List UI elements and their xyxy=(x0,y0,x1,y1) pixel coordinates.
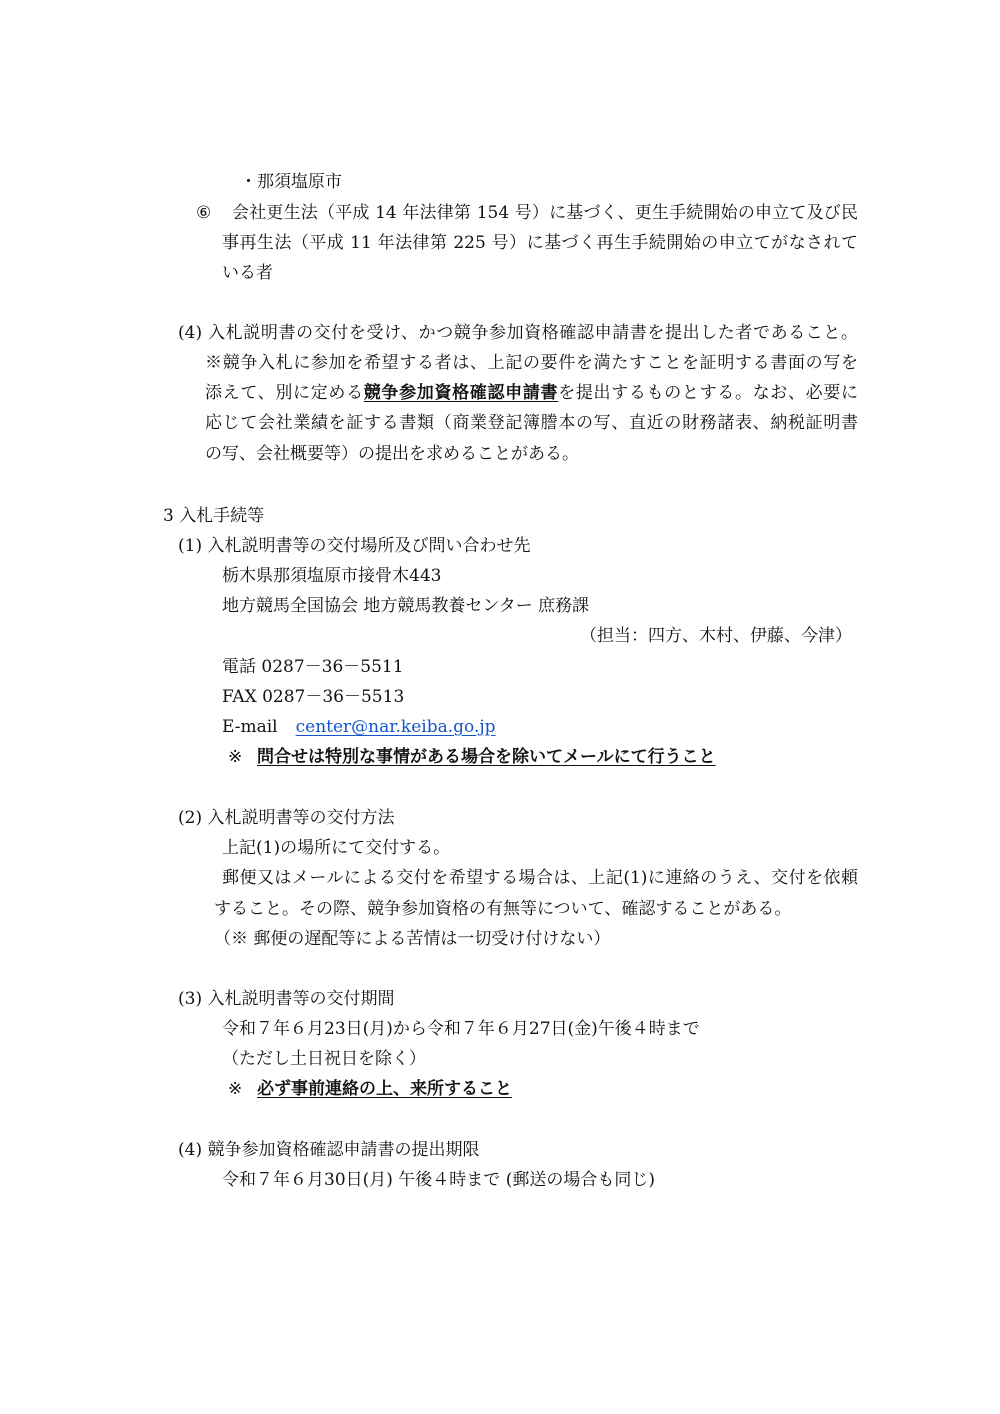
email-label: E-mail xyxy=(222,717,278,737)
item6-marker: ⑥ xyxy=(196,203,212,223)
application-form-name: 競争参加資格確認申請書 xyxy=(363,383,559,403)
item6-line2: 事再生法（平成 11 年法律第 225 号）に基づく再生手続開始の申立てがなされて xyxy=(222,233,858,253)
item2-line3: すること。その際、競争参加資格の有無等について、確認することがある。 xyxy=(214,899,792,919)
item3-line1: 令和７年６月23日(月)から令和７年６月27日(金)午後４時まで xyxy=(222,1019,700,1039)
item4-line2: ※競争入札に参加を希望する者は、上記の要件を満たすことを証明する書面の写を xyxy=(205,353,858,373)
item2-line1: 上記(1)の場所にて交付する。 xyxy=(222,838,451,858)
email-note: 問合せは特別な事情がある場合を除いてメールにて行うこと xyxy=(257,747,716,767)
item2-line2: 郵便又はメールによる交付を希望する場合は、上記(1)に連絡のうえ、交付を依頼 xyxy=(222,868,858,888)
email-link[interactable]: center@nar.keiba.go.jp xyxy=(295,717,496,737)
address: 栃木県那須塩原市接骨木443 xyxy=(222,566,442,586)
fax: FAX 0287－36－5513 xyxy=(222,687,405,707)
email-row xyxy=(222,716,496,738)
sec3-item3-heading: (3) 入札説明書等の交付期間 xyxy=(178,989,395,1009)
contact-persons: （担当：四方、木村、伊藤、今津） xyxy=(580,626,852,646)
item4-line5: の写、会社概要等）の提出を求めることがある。 xyxy=(205,444,579,464)
item4-deadline: 令和７年６月30日(月) 午後４時まで (郵送の場合も同じ) xyxy=(222,1170,655,1190)
organization: 地方競馬全国協会 地方競馬教養センター 庶務課 xyxy=(222,596,590,616)
sec3-item4-heading: (4) 競争参加資格確認申請書の提出期限 xyxy=(178,1140,480,1160)
item6-line1: 会社更生法（平成 14 年法律第 154 号）に基づく、更生手続開始の申立て及び民 xyxy=(232,203,858,223)
email-note-mark: ※ xyxy=(228,747,243,767)
item6-line3: いる者 xyxy=(222,263,273,283)
bullet-city: ・那須塩原市 xyxy=(240,172,342,192)
sec3-item2-heading: (2) 入札説明書等の交付方法 xyxy=(178,808,395,828)
section3-heading: 3 入札手続等 xyxy=(163,506,265,526)
visit-note: 必ず事前連絡の上、来所すること xyxy=(257,1079,512,1099)
item2-line4: （※ 郵便の遅配等による苦情は一切受け付けない） xyxy=(214,929,611,949)
item3-line2: （ただし土日祝日を除く） xyxy=(222,1049,426,1069)
phone: 電話 0287－36－5511 xyxy=(222,657,404,677)
item4-line4: 応じて会社業績を証する書類（商業登記簿謄本の写、直近の財務諸表、納税証明書 xyxy=(205,413,858,433)
visit-note-mark: ※ xyxy=(228,1079,243,1099)
item4-line1: (4) 入札説明書の交付を受け、かつ競争参加資格確認申請書を提出した者であること。 xyxy=(178,323,858,343)
sec3-item1-heading: (1) 入札説明書等の交付場所及び問い合わせ先 xyxy=(178,536,531,556)
item4-line3: 添えて、別に定める競争参加資格確認申請書を提出するものとする。なお、必要に xyxy=(205,383,858,403)
